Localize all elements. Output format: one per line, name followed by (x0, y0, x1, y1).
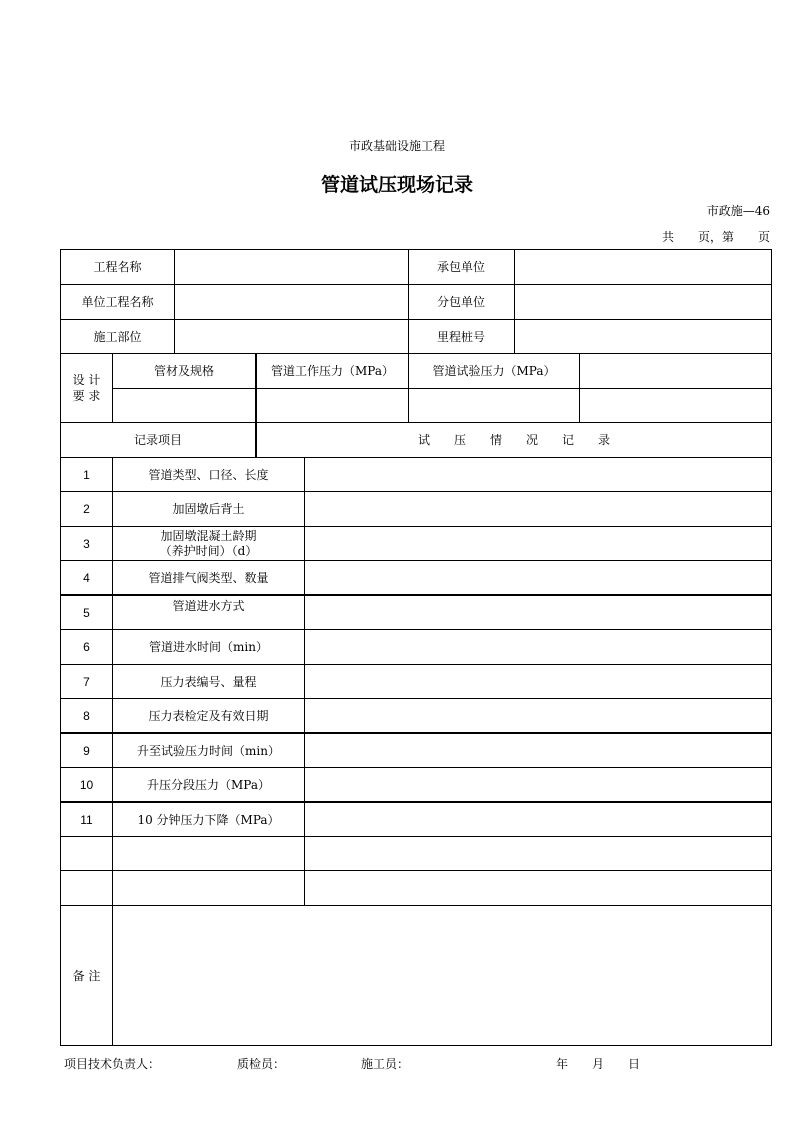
unit-project-label: 单位工程名称 (81, 295, 154, 309)
item-label: 10 分钟压力下降（MPa） (137, 812, 280, 827)
blank-number-cell[interactable] (61, 871, 112, 905)
test-pressure-value[interactable] (409, 389, 579, 422)
item-number: 5 (83, 605, 90, 620)
working-pressure-value[interactable] (257, 389, 408, 422)
item-number: 10 (79, 777, 94, 792)
item-label-line1: 加固墩混凝土龄期 (160, 528, 257, 543)
design-extra-value[interactable] (580, 389, 771, 422)
item-record-value[interactable] (305, 596, 771, 629)
item-record-value[interactable] (305, 630, 771, 664)
remarks-value[interactable] (113, 906, 771, 1045)
blank-item-cell[interactable] (113, 837, 304, 870)
blank-record-cell[interactable] (305, 837, 771, 870)
item-number: 8 (83, 708, 90, 723)
item-record-value[interactable] (305, 768, 771, 801)
item-record-value[interactable] (305, 492, 771, 526)
blank-item-cell[interactable] (113, 871, 304, 905)
project-name-value[interactable] (175, 250, 408, 284)
form-code: 市政施—46 (706, 204, 770, 218)
inspector-signature: 质检员： (237, 1057, 286, 1071)
design-label-line1: 设 计 (72, 373, 101, 387)
item-number: 3 (83, 536, 90, 551)
test-pressure-header: 管道试验压力（MPa） (432, 364, 556, 378)
item-label: 管道排气阀类型、数量 (148, 570, 269, 585)
item-label: 管道进水方式 (172, 599, 245, 613)
design-extra-header[interactable] (580, 354, 771, 388)
item-label (113, 527, 304, 560)
item-record-value[interactable] (305, 665, 771, 698)
item-number: 4 (83, 570, 90, 585)
record-table (60, 249, 772, 1046)
item-label: 管道类型、口径、长度 (148, 467, 269, 482)
unit-project-value[interactable] (175, 285, 408, 319)
sign-date: 年 月 日 (556, 1057, 641, 1071)
item-number: 6 (83, 640, 90, 654)
construction-part-label: 施工部位 (93, 329, 142, 344)
item-label: 加固墩后背土 (172, 502, 245, 516)
design-label-line2: 要 求 (72, 389, 101, 403)
item-number: 2 (83, 502, 90, 516)
contractor-value[interactable] (515, 250, 771, 284)
form-title: 管道试压现场记录 (320, 174, 473, 196)
item-label-line2: （养护时间）（d） (159, 543, 258, 558)
subcontractor-label: 分包单位 (436, 295, 485, 309)
record-item-header: 记录项目 (133, 433, 182, 447)
item-record-value[interactable] (305, 527, 771, 560)
test-record-header: 试 压 情 况 记 录 (417, 433, 610, 447)
tech-lead-signature: 项目技术负责人： (64, 1057, 161, 1071)
construction-part-value[interactable] (175, 320, 408, 353)
item-label: 升压分段压力（MPa） (147, 777, 270, 792)
item-number: 11 (80, 812, 93, 827)
item-label: 压力表检定及有效日期 (148, 708, 269, 723)
item-record-value[interactable] (305, 803, 771, 836)
worker-signature: 施工员： (361, 1057, 410, 1071)
item-number: 1 (83, 467, 90, 482)
item-label: 压力表编号、量程 (160, 674, 257, 689)
design-requirements-label (61, 354, 112, 422)
item-number: 9 (83, 743, 90, 758)
contractor-label: 承包单位 (436, 260, 485, 274)
item-record-value[interactable] (305, 699, 771, 732)
item-label: 管道进水时间（min） (149, 640, 268, 654)
form-subtitle: 市政基础设施工程 (348, 139, 445, 153)
item-record-value[interactable] (305, 458, 771, 491)
blank-number-cell[interactable] (61, 837, 112, 870)
blank-record-cell[interactable] (305, 871, 771, 905)
chainage-value[interactable] (515, 320, 771, 353)
subcontractor-value[interactable] (515, 285, 771, 319)
pipe-spec-header: 管材及规格 (153, 364, 214, 378)
item-record-value[interactable] (305, 734, 771, 767)
project-name-label: 工程名称 (93, 260, 142, 274)
item-record-value[interactable] (305, 561, 771, 594)
working-pressure-header: 管道工作压力（MPa） (271, 364, 394, 378)
chainage-label: 里程桩号 (436, 329, 485, 344)
remarks-label: 备 注 (72, 968, 101, 983)
item-label: 升至试验压力时间（min） (137, 743, 280, 758)
item-number: 7 (83, 674, 90, 689)
page-info: 共 页，第 页 (661, 230, 770, 244)
pipe-spec-value[interactable] (113, 389, 255, 422)
